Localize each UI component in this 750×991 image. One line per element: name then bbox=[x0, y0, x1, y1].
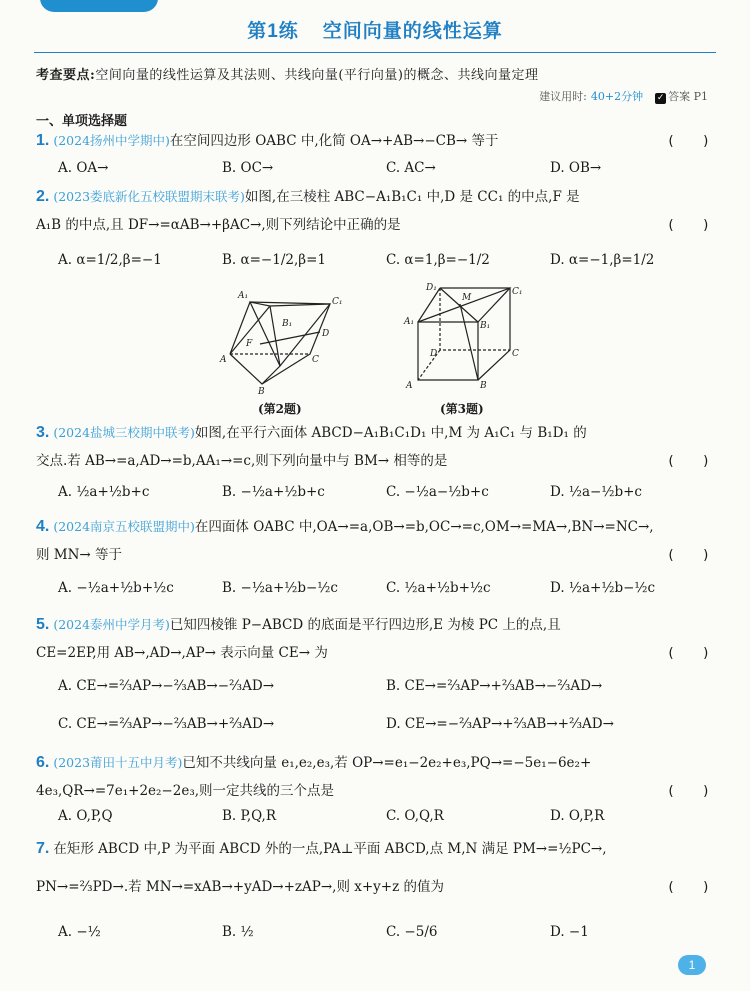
q-text: 在四面体 OABC 中,OA→=a,OB→=b,OC→=c,OM→=MA→,BN→=NC→, bbox=[194, 519, 654, 535]
option-a: A. −½a+½b+½c bbox=[58, 580, 174, 596]
figure-caption-2: (第2题) bbox=[258, 402, 302, 416]
fig-label: A bbox=[406, 381, 413, 391]
title-divider bbox=[34, 52, 716, 53]
options-5b bbox=[58, 716, 710, 740]
q-text: 4e₃,QR→=7e₁+2e₂−2e₃,则一定共线的三个点是 bbox=[36, 783, 335, 799]
section-heading: 一、单项选择题 bbox=[36, 113, 128, 128]
fig-label: C bbox=[512, 349, 519, 359]
q-number: 2. bbox=[36, 188, 50, 205]
q-number: 5. bbox=[36, 616, 50, 633]
q-number: 6. bbox=[36, 754, 50, 771]
answer-paren: ( ) bbox=[666, 879, 710, 895]
fig-label: D bbox=[430, 349, 438, 359]
option-d: D. CE→=−⅔AP→+⅔AB→+⅔AD→ bbox=[386, 716, 614, 732]
answer-paren: ( ) bbox=[666, 133, 710, 149]
options-2 bbox=[58, 252, 710, 276]
question-7-cont bbox=[36, 876, 710, 898]
q-number: 3. bbox=[36, 424, 50, 441]
option-c: C. O,Q,R bbox=[386, 808, 444, 824]
exercise-title: 空间向量的线性运算 bbox=[322, 21, 503, 42]
options-4 bbox=[58, 580, 710, 604]
q-text: 则 MN→ 等于 bbox=[36, 547, 123, 563]
option-d: D. O,P,R bbox=[550, 808, 605, 824]
exercise-number: 第1练 bbox=[247, 21, 299, 42]
q-number: 4. bbox=[36, 518, 50, 535]
option-d: D. α=−1,β=1/2 bbox=[550, 252, 655, 268]
option-a: A. ½a+½b+c bbox=[58, 484, 150, 500]
q-source: (2024泰州中学月考) bbox=[53, 617, 170, 632]
fig-label: A₁ bbox=[238, 291, 249, 301]
options-1 bbox=[58, 160, 710, 184]
q-text: 在矩形 ABCD 中,P 为平面 ABCD 外的一点,PA⊥平面 ABCD,点 M,N 满足 PM→=½PC→, bbox=[53, 841, 607, 857]
option-a: A. −½ bbox=[58, 924, 101, 940]
fig-label: B₁ bbox=[282, 319, 293, 329]
question-5 bbox=[36, 614, 710, 636]
option-d: D. −1 bbox=[550, 924, 589, 940]
question-7 bbox=[36, 838, 710, 860]
q-text: A₁B 的中点,且 DF→=αAB→+βAC→,则下列结论中正确的是 bbox=[36, 217, 401, 233]
answer-paren: ( ) bbox=[666, 783, 710, 799]
q-source: (2024南京五校联盟期中) bbox=[53, 519, 195, 534]
question-6 bbox=[36, 752, 710, 774]
key-text: 空间向量的线性运算及其法则、共线向量(平行向量)的概念、共线向量定理 bbox=[95, 68, 539, 83]
fig-label: C₁ bbox=[332, 297, 343, 307]
q-text: 如图,在三棱柱 ABC−A₁B₁C₁ 中,D 是 CC₁ 的中点,F 是 bbox=[244, 189, 580, 205]
question-3 bbox=[36, 422, 710, 444]
answer-paren: ( ) bbox=[666, 645, 710, 661]
options-3 bbox=[58, 484, 710, 508]
page-number: 1 bbox=[678, 955, 706, 975]
option-c: C. −5/6 bbox=[386, 924, 438, 940]
fig-label: C bbox=[312, 355, 319, 365]
fig-edge bbox=[478, 288, 510, 380]
option-b: B. P,Q,R bbox=[222, 808, 276, 824]
key-points bbox=[36, 64, 538, 83]
option-a: A. α=1/2,β=−1 bbox=[58, 252, 162, 268]
fig-label: B bbox=[258, 387, 265, 394]
fig-edge bbox=[270, 304, 330, 306]
q-text: 交点.若 AB→=a,AD→=b,AA₁→=c,则下列向量中与 BM→ 相等的是 bbox=[36, 453, 448, 469]
options-7 bbox=[58, 924, 710, 948]
header-tab bbox=[40, 0, 158, 12]
question-1 bbox=[36, 130, 710, 152]
answer-ref: 答案 P1 bbox=[668, 90, 708, 103]
option-a: A. CE→=⅔AP→−⅔AB→−⅔AD→ bbox=[58, 678, 275, 694]
q-number: 7. bbox=[36, 840, 50, 857]
fig-label: B bbox=[480, 381, 487, 391]
options-5a bbox=[58, 678, 710, 702]
option-b: B. CE→=⅔AP→+⅔AB→−⅔AD→ bbox=[386, 678, 603, 694]
option-c: C. α=1,β=−1/2 bbox=[386, 252, 490, 268]
key-label: 考查要点: bbox=[36, 68, 96, 83]
figure-parallelepiped bbox=[400, 282, 540, 394]
answer-paren: ( ) bbox=[666, 453, 710, 469]
option-b: B. −½a+½b+c bbox=[222, 484, 325, 500]
q-text: 已知四棱锥 P−ABCD 的底面是平行四边形,E 为棱 PC 上的点,且 bbox=[169, 617, 561, 633]
answer-paren: ( ) bbox=[666, 547, 710, 563]
question-6-cont bbox=[36, 780, 710, 802]
fig-label: A bbox=[220, 355, 227, 365]
fig-label: C₁ bbox=[512, 287, 523, 297]
question-2-cont bbox=[36, 214, 710, 236]
option-d: D. OB→ bbox=[550, 160, 602, 176]
answer-paren: ( ) bbox=[666, 217, 710, 233]
fig-label: D₁ bbox=[426, 283, 437, 293]
q-source: (2024盐城三校期中联考) bbox=[53, 425, 195, 440]
fig-label: F bbox=[246, 339, 253, 349]
time-label: 建议用时: bbox=[539, 90, 587, 103]
option-d: D. ½a+½b−½c bbox=[550, 580, 656, 596]
option-c: C. AC→ bbox=[386, 160, 436, 176]
question-4-cont bbox=[36, 544, 710, 566]
option-c: C. −½a−½b+c bbox=[386, 484, 489, 500]
fig-label: B₁ bbox=[480, 321, 491, 331]
option-c: C. ½a+½b+½c bbox=[386, 580, 491, 596]
q-text: CE=2EP,用 AB→,AD→,AP→ 表示向量 CE→ 为 bbox=[36, 645, 328, 661]
option-a: A. O,P,Q bbox=[58, 808, 113, 824]
option-c: C. CE→=⅔AP→−⅔AB→+⅔AD→ bbox=[58, 716, 275, 732]
question-4 bbox=[36, 516, 710, 538]
question-5-cont bbox=[36, 642, 710, 664]
fig-label: D bbox=[322, 329, 330, 339]
option-a: A. OA→ bbox=[58, 160, 109, 176]
figure-caption-3: (第3题) bbox=[440, 402, 484, 416]
option-d: D. ½a−½b+c bbox=[550, 484, 642, 500]
time-value: 40+2分钟 bbox=[590, 90, 644, 103]
option-b: B. ½ bbox=[222, 924, 254, 940]
fig-label: M bbox=[462, 293, 472, 303]
fig-label: A₁ bbox=[404, 317, 415, 327]
q-source: (2023莆田十五中月考) bbox=[53, 755, 183, 770]
checkbox-icon: ✓ bbox=[656, 93, 665, 103]
q-source: (2023娄底新化五校联盟期末联考) bbox=[53, 189, 245, 204]
options-6 bbox=[58, 808, 710, 832]
page-title bbox=[0, 16, 750, 43]
q-text: PN→=⅔PD→.若 MN→=xAB→+yAD→+zAP→,则 x+y+z 的值为 bbox=[36, 879, 444, 895]
option-b: B. OC→ bbox=[222, 160, 274, 176]
figure-prism bbox=[210, 284, 360, 394]
q-text: 已知不共线向量 e₁,e₂,e₃,若 OP→=e₁−2e₂+e₃,PQ→=−5e₁−6e₂+ bbox=[182, 755, 592, 771]
question-3-cont bbox=[36, 450, 710, 472]
fig-edge bbox=[418, 322, 478, 380]
option-b: B. α=−1/2,β=1 bbox=[222, 252, 326, 268]
q-text: 在空间四边形 OABC 中,化简 OA→+AB→−CB→ 等于 bbox=[169, 133, 499, 149]
question-2 bbox=[36, 186, 710, 208]
time-suggestion bbox=[539, 88, 708, 104]
q-text: 如图,在平行六面体 ABCD−A₁B₁C₁D₁ 中,M 为 A₁C₁ 与 B₁D₁ 的 bbox=[194, 425, 587, 441]
q-number: 1. bbox=[36, 132, 50, 149]
option-b: B. −½a+½b−½c bbox=[222, 580, 338, 596]
fig-edge bbox=[260, 332, 320, 344]
q-source: (2024扬州中学期中) bbox=[53, 133, 170, 148]
